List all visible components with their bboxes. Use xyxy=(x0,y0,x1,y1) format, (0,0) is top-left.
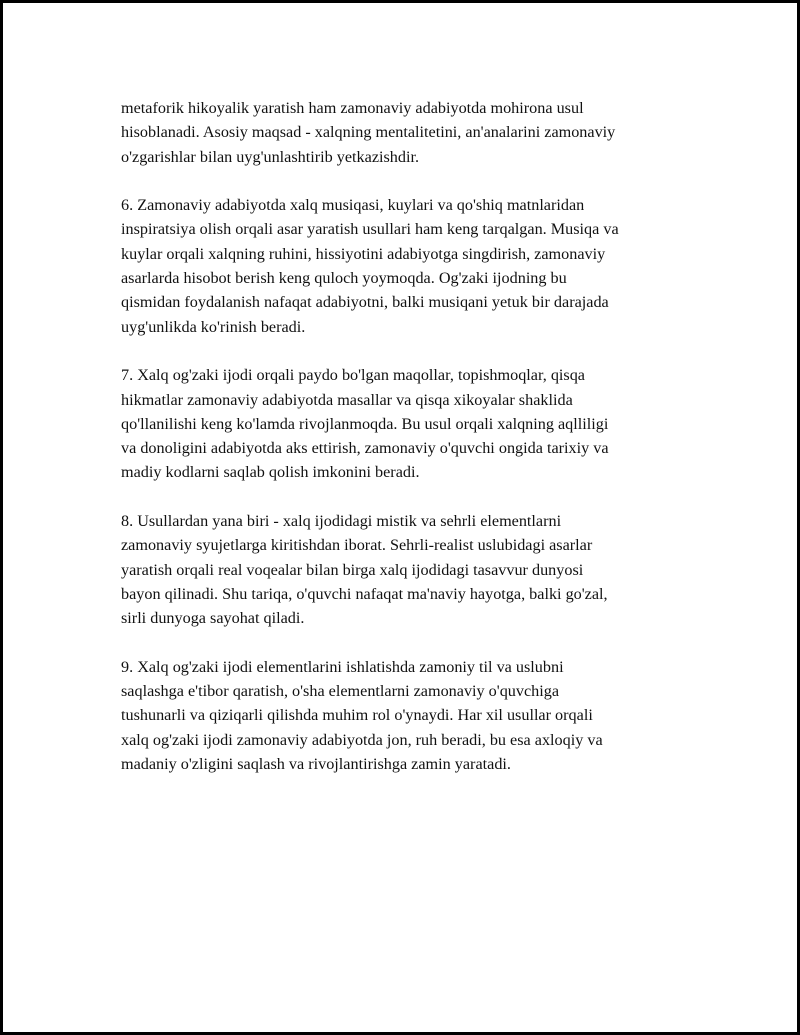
text-line: tushunarli va qiziqarli qilishda muhim rol o'ynaydi. Har xil usullar orqali xyxy=(121,706,593,725)
paragraph-7 xyxy=(121,363,706,484)
text-line: uyg'unlikda ko'rinish beradi. xyxy=(121,317,306,336)
text-line: inspiratsiya olish orqali asar yaratish usullari ham keng tarqalgan. Musiqa va xyxy=(121,220,619,239)
paragraph-8 xyxy=(121,509,706,630)
text-line: metaforik hikoyalik yaratish ham zamonaviy adabiyotda mohirona usul xyxy=(121,99,584,117)
text-line: xalq og'zaki ijodi zamonaviy adabiyotda jon, ruh beradi, bu esa axloqiy va xyxy=(121,730,603,749)
text-line: asarlarda hisobot berish keng quloch yoymoqda. Og'zaki ijodning bu xyxy=(121,269,567,288)
text-line: hisoblanadi. Asosiy maqsad - xalqning mentalitetini, an'analarini zamonaviy xyxy=(121,123,616,142)
text-line: 7. Xalq og'zaki ijodi orqali paydo bo'lgan maqollar, topishmoqlar, qisqa xyxy=(121,366,585,385)
text-line: va donoligini adabiyotda aks ettirish, zamonaviy o'quvchi ongida tarixiy va xyxy=(121,439,609,458)
text-line: bayon qilinadi. Shu tariqa, o'quvchi nafaqat ma'naviy hayotga, balki go'zal, xyxy=(121,584,608,603)
paragraph-9 xyxy=(121,655,706,776)
text-line: qo'llanilishi keng ko'lamda rivojlanmoqda. Bu usul orqali xalqning aqlliligi xyxy=(121,414,609,433)
text-line: 9. Xalq og'zaki ijodi elementlarini ishlatishda zamoniy til va uslubni xyxy=(121,657,564,676)
paragraph-continuation xyxy=(121,96,706,169)
document-body xyxy=(121,96,706,801)
text-line: saqlashga e'tibor qaratish, o'sha elementlarni zamonaviy o'quvchiga xyxy=(121,682,560,701)
text-line: madiy kodlarni saqlab qolish imkonini beradi. xyxy=(121,463,420,482)
text-line: qismidan foydalanish nafaqat adabiyotni, balki musiqani yetuk bir darajada xyxy=(121,293,609,312)
text-line: zamonaviy syujetlarga kiritishdan iborat. Sehrli-realist uslubidagi asarlar xyxy=(121,536,593,555)
text-line: madaniy o'zligini saqlash va rivojlantirishga zamin yaratadi. xyxy=(121,755,511,774)
text-line: o'zgarishlar bilan uyg'unlashtirib yetkazishdir. xyxy=(121,147,420,166)
text-line: 8. Usullardan yana biri - xalq ijodidagi mistik va sehrli elementlarni xyxy=(121,512,562,531)
text-line: sirli dunyoga sayohat qiladi. xyxy=(121,609,305,628)
text-line: yaratish orqali real voqealar bilan birga xalq ijodidagi tasavvur dunyosi xyxy=(121,560,584,579)
paragraph-6 xyxy=(121,193,706,339)
text-line: 6. Zamonaviy adabiyotda xalq musiqasi, kuylari va qo'shiq matnlaridan xyxy=(121,196,585,215)
text-line: kuylar orqali xalqning ruhini, hissiyotini adabiyotga singdirish, zamonaviy xyxy=(121,244,606,263)
text-line: hikmatlar zamonaviy adabiyotda masallar va qisqa xikoyalar shaklida xyxy=(121,390,573,409)
